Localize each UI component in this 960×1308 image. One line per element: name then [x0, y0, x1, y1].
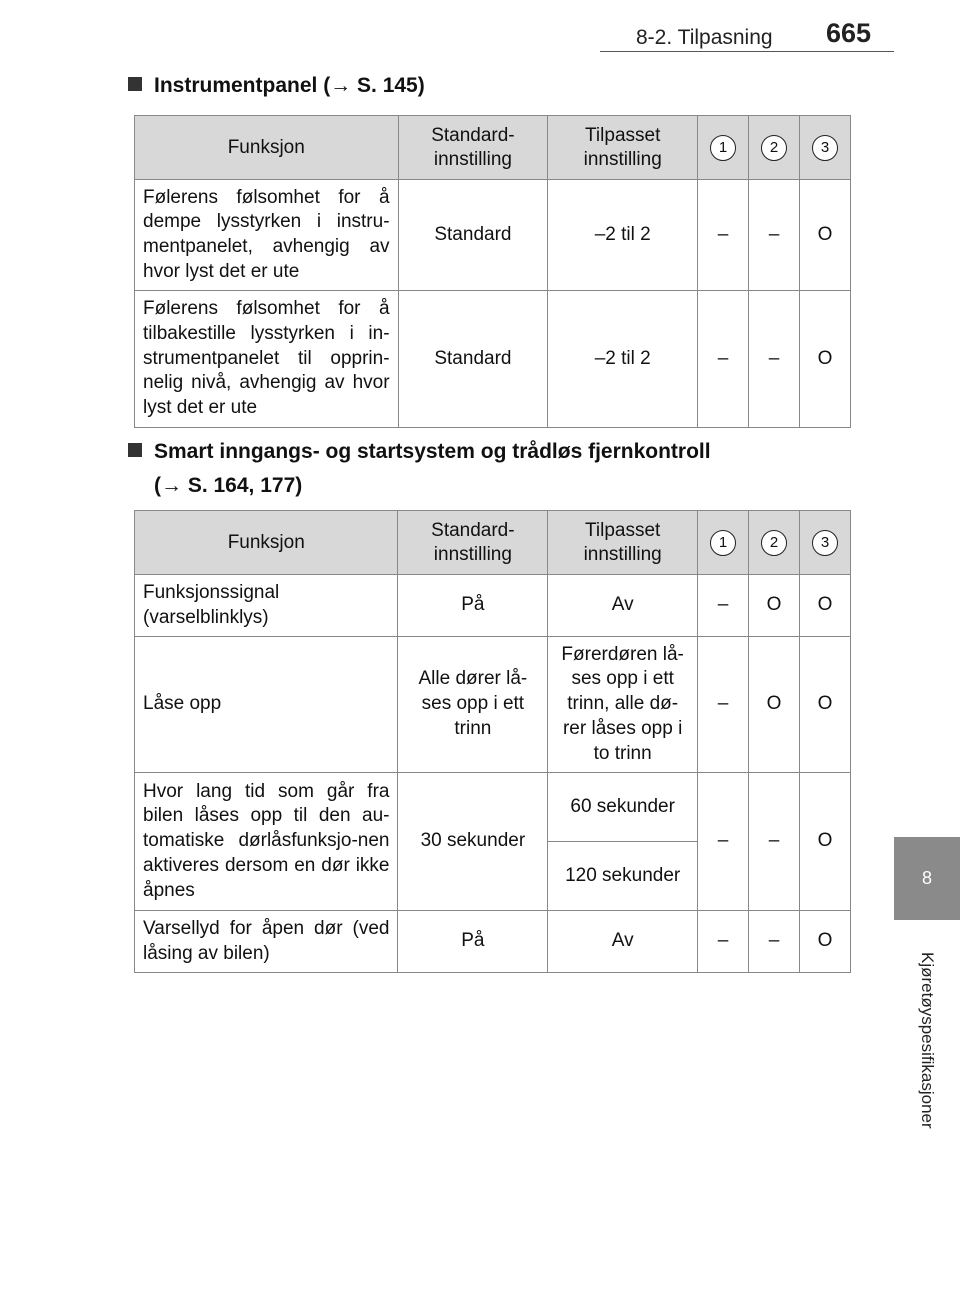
- cell-c3: O: [799, 637, 850, 773]
- cell-tilp: Av: [548, 911, 698, 973]
- col-standard: Standard- innstilling: [398, 511, 548, 575]
- cell-c1: –: [698, 291, 749, 428]
- cell-func: Hvor lang tid som går fra bilen låses opp til den au-tomatiske dørlåsfunksjo-nen aktiveres dersom en dør ikke åpnes: [135, 773, 398, 911]
- section1-title: Instrumentpanel (→ S. 145): [128, 74, 425, 98]
- table-header-row: [135, 116, 851, 180]
- circled-2-icon: 2: [761, 135, 787, 161]
- chapter-number: 8: [894, 837, 960, 920]
- circled-1-icon: 1: [710, 135, 736, 161]
- cell-tilp-b: 120 sekunder: [548, 842, 698, 911]
- cell-c1: –: [698, 575, 749, 637]
- cell-tilp: Førerdøren lå- ses opp i ett trinn, alle dø- rer låses opp i to trinn: [548, 637, 698, 773]
- cell-std: På: [398, 911, 548, 973]
- col-2: [749, 511, 800, 575]
- cell-c1: –: [698, 637, 749, 773]
- cell-tilp: –2 til 2: [548, 291, 698, 428]
- cell-func: Funksjonssignal (varselblinklys): [135, 575, 398, 637]
- page-number: 665: [826, 18, 872, 48]
- cell-c3: O: [799, 773, 850, 911]
- col-standard: Standard- innstilling: [398, 116, 548, 180]
- section2-title: Smart inngangs- og startsystem og trådløs fjernkontroll (→ S. 164, 177): [128, 440, 711, 498]
- header-divider: [600, 51, 900, 52]
- cell-func: Låse opp: [135, 637, 398, 773]
- chapter-side-tab: [894, 0, 960, 1308]
- table-row: [135, 575, 851, 637]
- cell-c2: –: [749, 911, 800, 973]
- col-3: [799, 116, 850, 180]
- table-header-row: [135, 511, 851, 575]
- table-row: [135, 637, 851, 773]
- table-row: [135, 773, 851, 842]
- cell-c2: –: [749, 291, 800, 428]
- circled-2-icon: 2: [761, 530, 787, 556]
- col-tilpasset: Tilpasset innstilling: [548, 116, 698, 180]
- col-1: [698, 116, 749, 180]
- cell-c2: –: [749, 180, 800, 291]
- col-funksjon: Funksjon: [135, 511, 398, 575]
- chapter-label: Kjøretøyspesifikasjoner: [918, 951, 937, 1129]
- square-bullet-icon: [128, 77, 142, 91]
- cell-c3: O: [799, 180, 850, 291]
- section1-table: [134, 115, 851, 428]
- cell-c3: O: [799, 575, 850, 637]
- cell-c3: O: [799, 911, 850, 973]
- circled-1-icon: 1: [710, 530, 736, 556]
- cell-std: På: [398, 575, 548, 637]
- cell-tilp-a: 60 sekunder: [548, 773, 698, 842]
- section2-table: [134, 510, 851, 973]
- table-row: [135, 911, 851, 973]
- circled-3-icon: 3: [812, 135, 838, 161]
- circled-3-icon: 3: [812, 530, 838, 556]
- table-row: [135, 291, 851, 428]
- col-tilpasset: Tilpasset innstilling: [548, 511, 698, 575]
- cell-func: Følerens følsomhet for å tilbakestille lysstyrken i in-strumentpanelet til opprin-nelig nivå, avhengig av hvor lyst det er ute: [135, 291, 399, 428]
- section-heading: 8-2. Tilpasning: [636, 26, 773, 49]
- cell-std: Alle dører lå- ses opp i ett trinn: [398, 637, 548, 773]
- cell-std: 30 sekunder: [398, 773, 548, 911]
- cell-tilp: –2 til 2: [548, 180, 698, 291]
- square-bullet-icon: [128, 443, 142, 457]
- cell-c1: –: [698, 911, 749, 973]
- cell-tilp: Av: [548, 575, 698, 637]
- table-row: [135, 180, 851, 291]
- cell-c3: O: [799, 291, 850, 428]
- col-2: [749, 116, 800, 180]
- col-funksjon: Funksjon: [135, 116, 399, 180]
- cell-c2: O: [749, 637, 800, 773]
- cell-std: Standard: [398, 291, 548, 428]
- cell-func: Varsellyd for åpen dør (ved låsing av bilen): [135, 911, 398, 973]
- cell-c2: –: [749, 773, 800, 911]
- cell-c1: –: [698, 773, 749, 911]
- col-1: [698, 511, 749, 575]
- cell-std: Standard: [398, 180, 548, 291]
- cell-c1: –: [698, 180, 749, 291]
- col-3: [799, 511, 850, 575]
- cell-c2: O: [749, 575, 800, 637]
- cell-func: Følerens følsomhet for å dempe lysstyrken i instru-mentpanelet, avhengig av hvor lyst det er ute: [135, 180, 399, 291]
